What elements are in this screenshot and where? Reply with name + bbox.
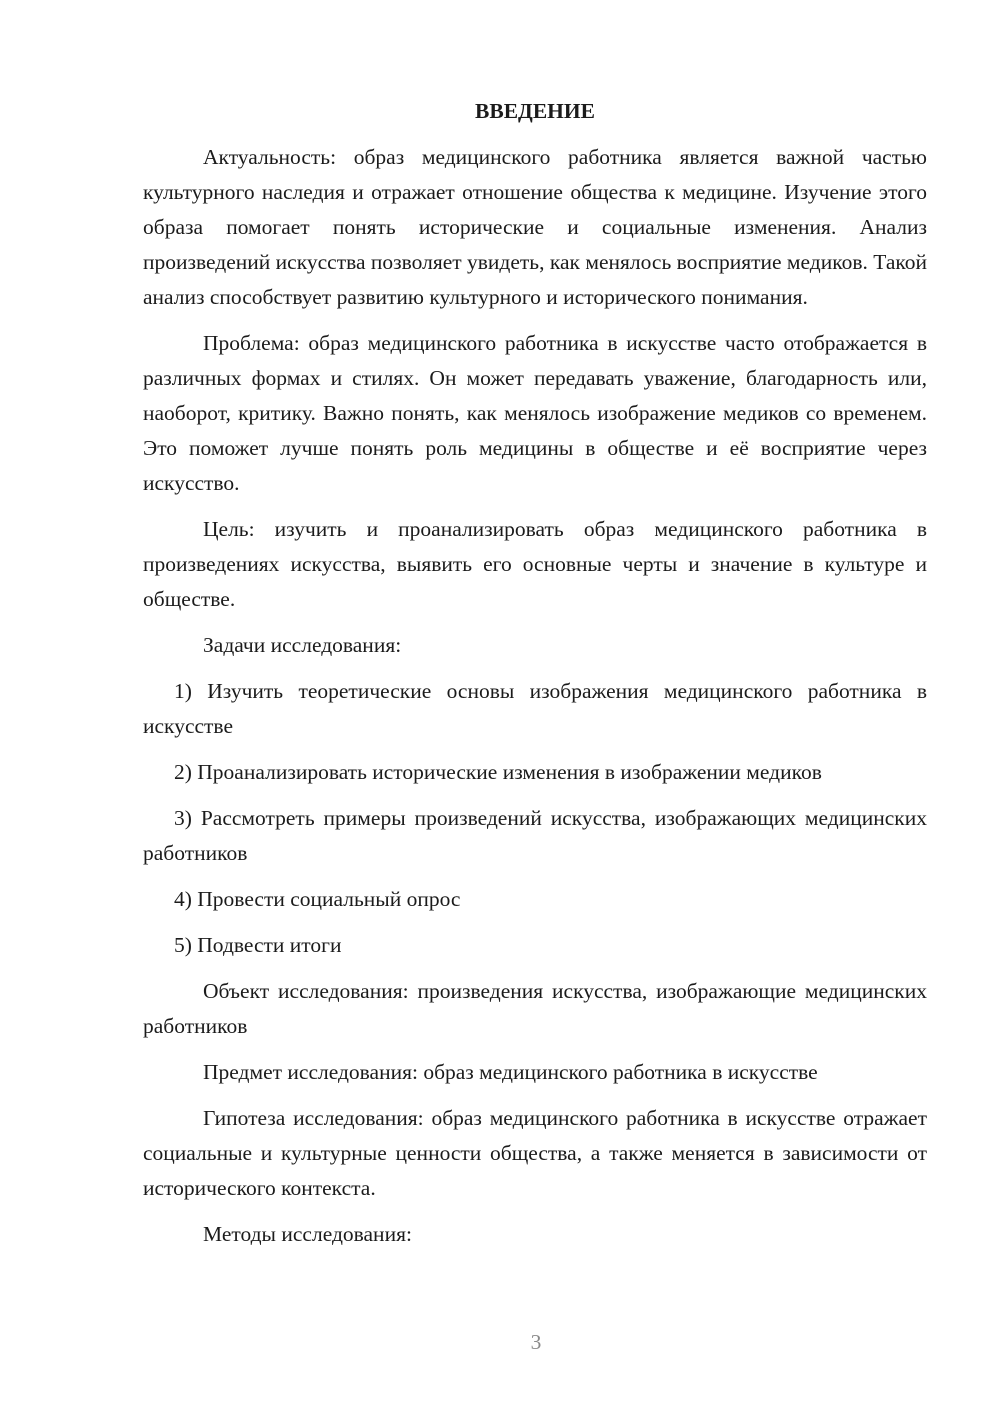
task-item-4: 4) Провести социальный опрос: [174, 887, 461, 911]
paragraph-tasks-heading: Задачи исследования:: [203, 633, 402, 657]
task-item-2: 2) Проанализировать исторические изменения в изображении медиков: [174, 760, 822, 784]
paragraph-relevance: Актуальность: образ медицинского работника является важной частью культурного наследия и отражает отношение общества к медицине. Изучение этого образа помогает понять исторические и социальные изменения. Анализ произведений искусства позволяет увидеть, как менялось восприятие медиков. Такой анализ способствует развитию культурного и исторического понимания.: [143, 145, 927, 309]
task-item-1: 1) Изучить теоретические основы изображения медицинского работника в искусстве: [143, 679, 927, 738]
task-item-5: 5) Подвести итоги: [174, 933, 342, 957]
paragraph-goal: Цель: изучить и проанализировать образ медицинского работника в произведениях искусства, выявить его основные черты и значение в культуре и обществе.: [143, 517, 927, 611]
document-page: [143, 94, 927, 1263]
paragraph-subject: Предмет исследования: образ медицинского работника в искусстве: [203, 1060, 818, 1084]
page-title: ВВЕДЕНИЕ: [475, 99, 595, 123]
task-item-3: 3) Рассмотреть примеры произведений искусства, изображающих медицинских работников: [143, 806, 927, 865]
paragraph-object: Объект исследования: произведения искусства, изображающие медицинских работников: [143, 979, 927, 1038]
page-number: 3: [530, 1330, 542, 1354]
paragraph-hypothesis: Гипотеза исследования: образ медицинского работника в искусстве отражает социальные и культурные ценности общества, а также меняется в зависимости от исторического контекста.: [143, 1106, 927, 1200]
paragraph-problem: Проблема: образ медицинского работника в искусстве часто отображается в различных формах и стилях. Он может передавать уважение, благодарность или, наоборот, критику. Важно понять, как менялось изображение медиков со временем. Это поможет лучше понять роль медицины в обществе и её восприятие через искусство.: [143, 331, 927, 495]
paragraph-methods: Методы исследования:: [203, 1222, 412, 1246]
